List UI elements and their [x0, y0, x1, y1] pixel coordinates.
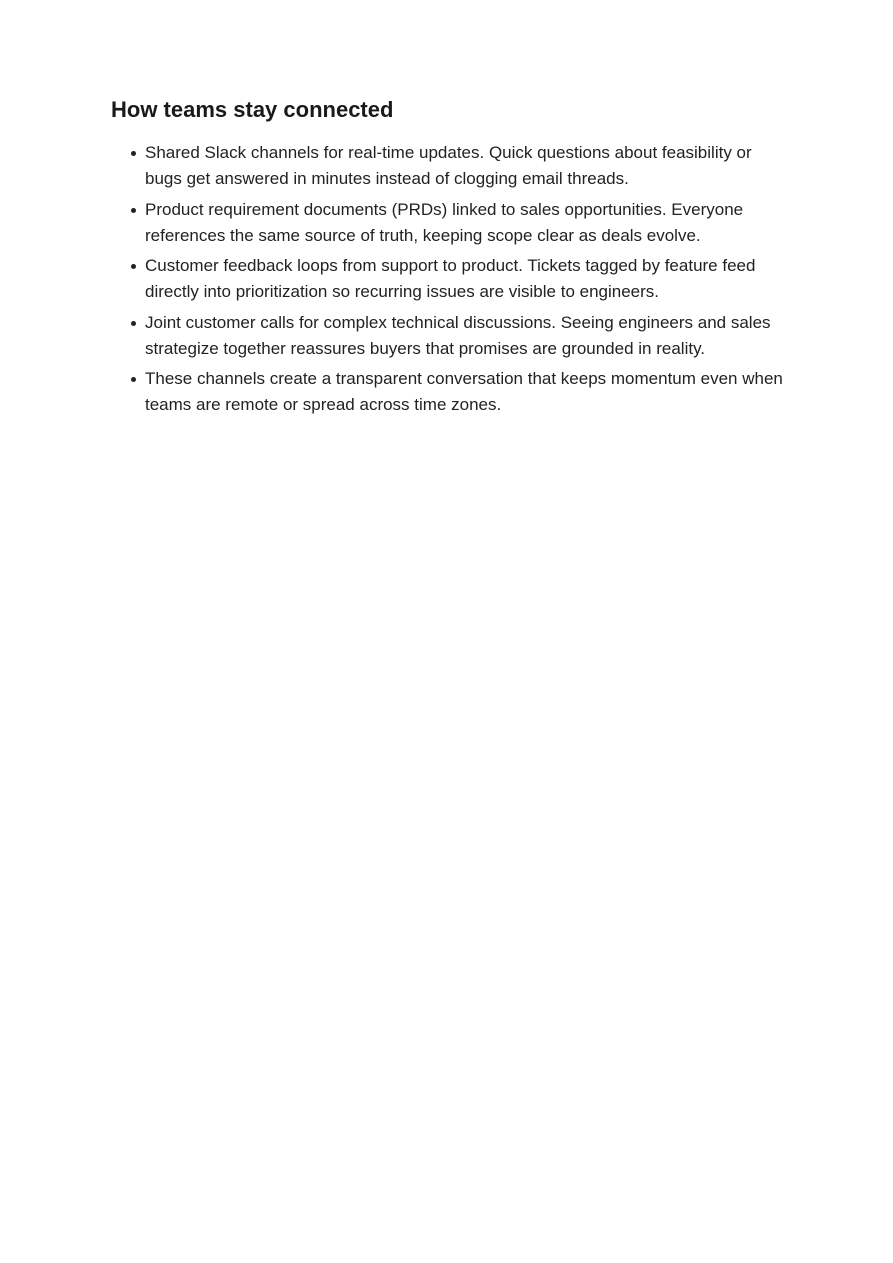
list-item: Joint customer calls for complex technical discussions. Seeing engineers and sales strategize together reassures buyers that promises are grounded in reality. — [145, 310, 785, 362]
list-item: Product requirement documents (PRDs) linked to sales opportunities. Everyone references the same source of truth, keeping scope clear as deals evolve. — [145, 197, 785, 249]
bullet-list — [111, 140, 785, 418]
list-item: These channels create a transparent conversation that keeps momentum even when teams are remote or spread across time zones. — [145, 366, 785, 418]
list-item: Shared Slack channels for real-time updates. Quick questions about feasibility or bugs get answered in minutes instead of clogging email threads. — [145, 140, 785, 192]
list-item: Customer feedback loops from support to product. Tickets tagged by feature feed directly into prioritization so recurring issues are visible to engineers. — [145, 253, 785, 305]
section-heading: How teams stay connected — [111, 97, 394, 122]
